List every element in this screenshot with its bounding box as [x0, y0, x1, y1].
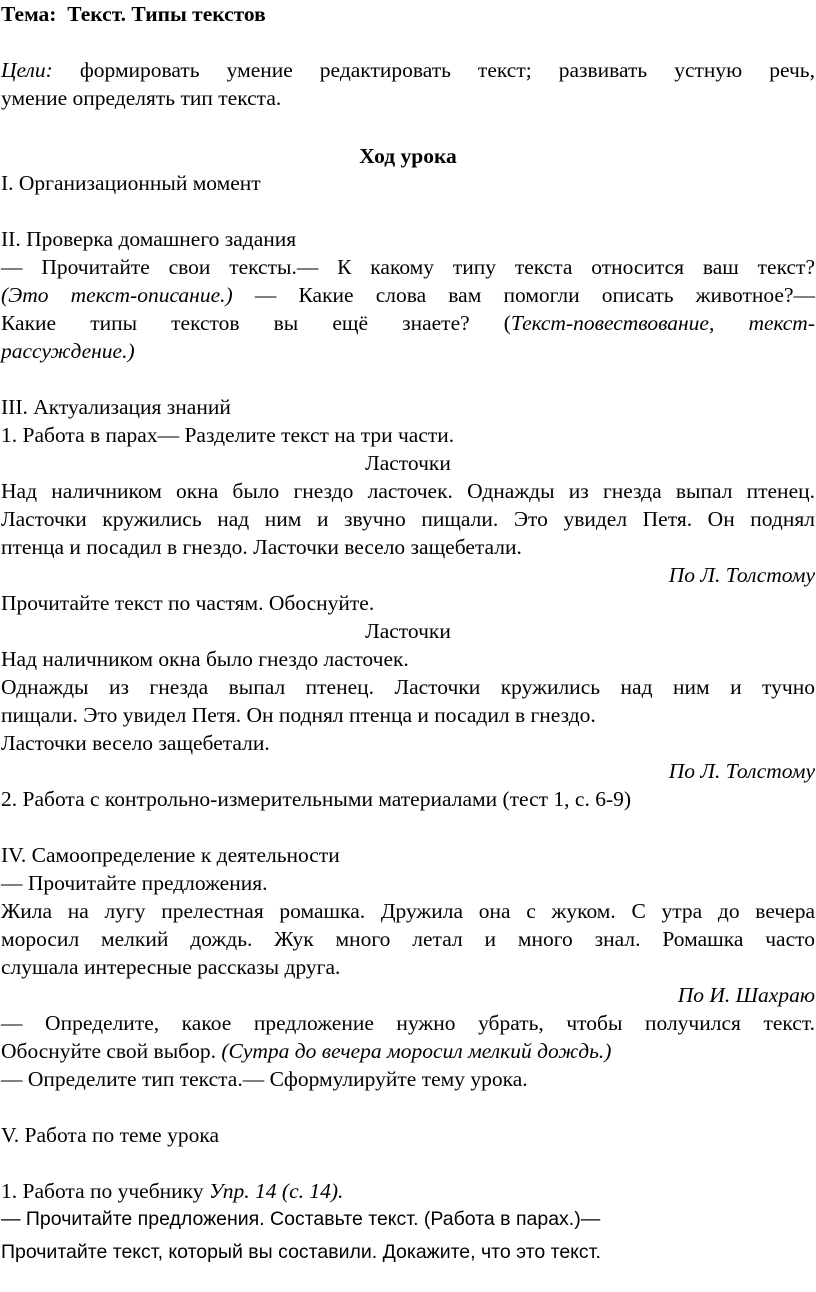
prove-text: Прочитайте текст, который вы составили. Докажите, что это текст.: [1, 1241, 601, 1263]
justify-choice: Обоснуйте свой выбор.: [1, 1039, 222, 1063]
section-2-line-3: [1, 310, 815, 337]
read-parts-instruction: Прочитайте текст по частям. Обоснуйте.: [1, 591, 375, 615]
section-2-line-2: [1, 282, 815, 309]
question-remove-sentence: — Определите, какое предложение нужно убрать, чтобы получился текст.: [1, 1011, 815, 1035]
goals-text-1: формировать умение редактировать текст; развивать устную речь,: [79, 58, 815, 82]
question-types: Какие типы текстов вы ещё знаете? (: [1, 311, 511, 335]
read-sentences: — Прочитайте предложения.: [1, 871, 268, 895]
answer-types-1: Текст-повествование, текст-: [510, 311, 815, 335]
exercise-ref: Упр. 14 (с. 14).: [208, 1179, 344, 1203]
section-3-title: III. Актуализация знаний: [1, 395, 231, 419]
topic-value: Текст. Типы текстов: [67, 2, 266, 26]
textbook-work-line: [1, 1178, 815, 1205]
justify-choice-line: [1, 1038, 815, 1065]
answer-description: (Это текст-описание.): [1, 283, 233, 307]
topic-label: Тема:: [1, 2, 57, 26]
task-test: 2. Работа с контрольно-измерительными материалами (тест 1, с. 6-9): [1, 787, 632, 811]
story-2-line: пищали. Это увидел Петя. Он поднял птенца и посадил в гнездо.: [1, 703, 596, 727]
section-5-title: V. Работа по теме урока: [1, 1123, 219, 1147]
daisy-story-line: Жила на лугу прелестная ромашка. Дружила она с жуком. С утра до вечера: [1, 899, 815, 923]
goals-label: Цели:: [1, 58, 53, 82]
section-4-title: IV. Самоопределение к деятельности: [1, 843, 340, 867]
answer-types-2: рассуждение.): [1, 339, 135, 363]
answer-sentence: (Сутра до вечера моросил мелкий дождь.): [221, 1039, 612, 1063]
section-2-title: II. Проверка домашнего задания: [1, 227, 297, 251]
section-1-title: I. Организационный момент: [1, 171, 261, 195]
question-text-type: — Определите тип текста.— Сформулируйте тему урока.: [1, 1067, 528, 1091]
goals-line-2: умение определять тип текста.: [1, 86, 282, 110]
lesson-heading: Ход урока: [359, 144, 457, 168]
story-1-line: Над наличником окна было гнездо ласточек. Однажды из гнезда выпал птенец.: [1, 479, 815, 503]
topic-line: [1, 1, 815, 28]
author-credit-1: По Л. Толстому: [668, 563, 815, 587]
textbook-work: 1. Работа по учебнику: [1, 1179, 209, 1203]
author-credit-3: По И. Шахраю: [677, 983, 815, 1007]
story-2-line: Над наличником окна было гнездо ласточек.: [1, 647, 409, 671]
task-pairs: 1. Работа в парах— Разделите текст на три части.: [1, 423, 455, 447]
question-words: — Какие слова вам помогли описать животное?—: [254, 283, 816, 307]
story-2-line: Однажды из гнезда выпал птенец. Ласточки кружились над ним и тучно: [1, 675, 815, 699]
story-title-1: Ласточки: [365, 451, 451, 475]
goals-line-1: [1, 57, 815, 84]
story-2-line: Ласточки весело защебетали.: [1, 731, 270, 755]
author-credit-2: По Л. Толстому: [668, 759, 815, 783]
daisy-story-line: слушала интересные рассказы друга.: [1, 955, 341, 979]
story-title-2: Ласточки: [365, 619, 451, 643]
story-1-line: птенца и посадил в гнездо. Ласточки весело защебетали.: [1, 535, 522, 559]
daisy-story-line: моросил мелкий дождь. Жук много летал и много знал. Ромашка часто: [1, 927, 815, 951]
story-1-line: Ласточки кружились над ним и звучно пищали. Это увидел Петя. Он поднял: [1, 507, 815, 531]
section-2-line-1: — Прочитайте свои тексты.— К какому типу текста относится ваш текст?: [1, 255, 815, 279]
compose-text: — Прочитайте предложения. Составьте текст. (Работа в парах.)—: [1, 1208, 601, 1230]
